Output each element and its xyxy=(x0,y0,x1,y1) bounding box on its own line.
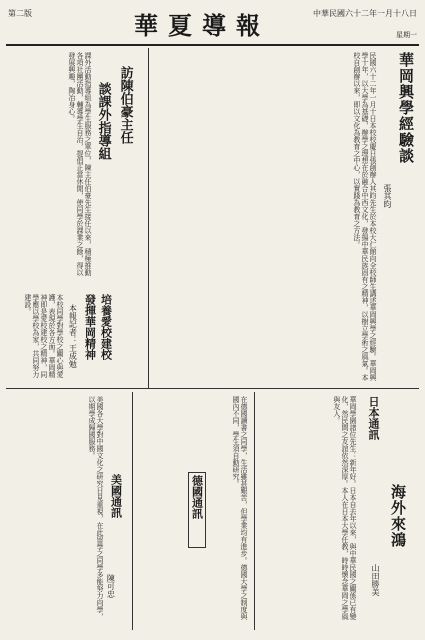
article-author-hwa-gang: 張其昀 xyxy=(383,184,392,208)
japan-letter-author: 山田勝美 xyxy=(371,564,380,596)
japan-letter-label: 日本通訊 xyxy=(367,396,380,440)
article-body-usa: 美國各大學對中國文化之研究日見重視，在此留學之同學多能努力向學，以期學成歸國服務。 xyxy=(87,396,104,620)
article-reporter-cultivate: 本報記者：王成勉 xyxy=(68,304,78,368)
article-body-germany: 在德國讀書之同學，生活雖甚艱苦，但學業均有進步。德國大學之制度與國內不同，學生須自動研究。 xyxy=(231,396,248,620)
weekday: 星期一 xyxy=(396,31,417,39)
article-body-cultivate: 本校同學對學校之關心與愛護，表現於各方面。華岡精神即是愛校建校之精神，同學應以學校為家，共同努力建設。 xyxy=(23,294,64,378)
article-body-visit: 課外活動指導組為學生服務之單位，陳主任伯豪先生接任以來，積極推動各項社團活動，輔導學生自治，提倡正當休閒，使同學於課業之餘，得以發展興趣，陶冶身心。 xyxy=(67,52,92,276)
column-divider-bottom xyxy=(254,392,255,630)
page-label: 第二版 xyxy=(8,9,32,18)
paper-name: 華夏導報 xyxy=(134,11,270,40)
article-title-germany: 德國通訊 xyxy=(188,472,206,548)
article-title-cultivate-1: 培養愛校建校 xyxy=(99,294,113,360)
column-divider-bottom-left xyxy=(132,392,133,630)
article-title-usa: 美國通訊 xyxy=(109,474,123,518)
column-divider xyxy=(148,48,149,388)
masthead xyxy=(6,4,419,46)
date-line: 中華民國六十二年一月十八日 xyxy=(313,9,417,18)
newspaper-page xyxy=(6,4,419,634)
japan-letter-body: 華岡學園諸位先生：新年好。日本自去年以來，與中華民國之關係已有變化，然民間之友誼依然深厚。本人在日本大學任教，時時懷念華岡之學風與友人。 xyxy=(332,396,357,620)
article-body-hwa-gang: 民國六十二年一月十日本校校慶日張創辦人其昀先生於本校大仁館向全校師生講述華岡興學之經驗。華岡興學十年，以大學為基礎，辦學之理想在於融合中西文化，發揚中華民族固有之精神，以樹立學術之風氣。本校自創辦以來，即以文化為教育之中心，以實踐為教育之方法。 xyxy=(352,52,377,381)
article-title-visit: 訪陳伯豪主任 xyxy=(117,66,133,144)
article-title-cultivate-2: 發揮華岡精神 xyxy=(83,294,97,360)
article-title-hwa-gang: 華岡興學經驗談 xyxy=(397,52,415,164)
article-subtitle-visit: 談課外指導組 xyxy=(95,82,111,160)
article-author-usa: 陳可忠 xyxy=(106,574,116,598)
article-title-overseas: 海外來鴻 xyxy=(389,484,407,548)
